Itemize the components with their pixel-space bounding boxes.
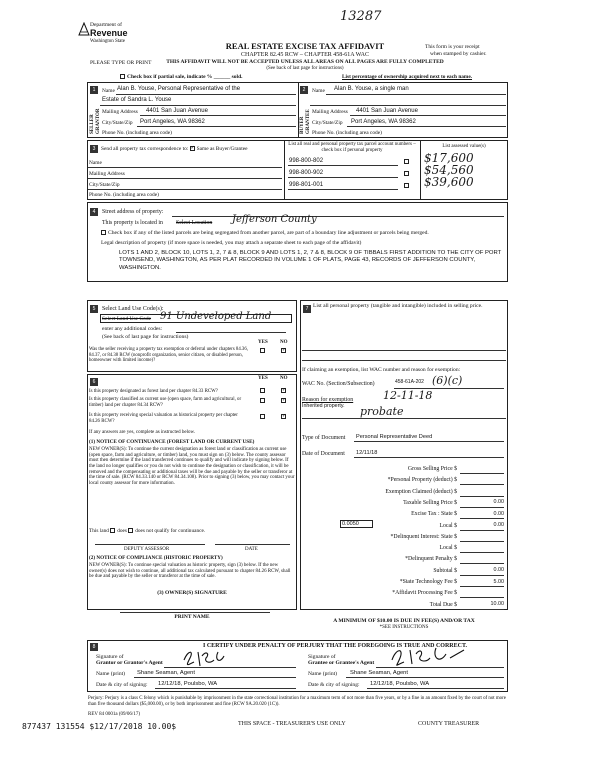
notice1-body: NEW OWNER(S): To continue the current designation as forest land or classification as current use (open space, farm and agriculture, or timber) land, you must sign on (3) below. The county assessor must then determine if the land transferred continues to qualify and will indicate by signing below. If the land no longer qualifies or you do not wish to continue the designation or classification, it will be removed and the compensating or additional taxes will be due and payable by the seller or transferor at the time of sale. (RCW 84.33.140 or RCW 84.34.108). Prior to signing (3) below, you may contact your local county assessor for more information. xyxy=(89,447,295,487)
continuance-row xyxy=(89,528,205,534)
assessed-value-2[interactable]: $54,560 xyxy=(424,163,474,177)
same-as-buyer-label: Same as Buyer/Grantee xyxy=(196,146,248,152)
fee-line-label: Exemption Claimed (deduct) $ xyxy=(385,488,457,495)
this-land-label: This land xyxy=(89,528,109,534)
fee-line-label: *Delinquent Penalty $ xyxy=(405,556,457,563)
current-use-question: Is this property classified as current use (open space, farm and agricultural, or timber) land per chapter 84.34 RCW? xyxy=(89,397,242,408)
exemption-question: Was the seller receiving a property tax exemption or deferral under chapters 84.36, 84.37, or 84.38 RCW (nonprofit organization, senior citizen, or disabled person, homeowner with limited income)? xyxy=(89,347,248,364)
if-yes-note: If any answers are yes, complete as instructed below. xyxy=(89,430,196,435)
seller-phone-label: Phone No. (including area code) xyxy=(102,130,172,136)
legal-description[interactable]: LOTS 1 AND 2, BLOCK 10, LOTS 1, 2, 7 & 8, BLOCK 9 AND LOTS 1, 2, 7 & 8, BLOCK 9 OF TIBBALS FIRST ADDITION TO THE CITY OF PORT TOWNSEND, WASHINGTON, AS PER PLAT RECORDED IN VOLUME 1 OF PLATS, PAGE 43, RECORDS OF JEFFERSON COUNTY, WASHINGTON. xyxy=(119,250,502,271)
form-chapters: CHAPTER 82.45 RCW – CHAPTER 458-61A WAC xyxy=(241,52,369,58)
seller-mailing[interactable]: 4401 San Juan Avenue xyxy=(146,108,208,114)
dept-line3: Washington State xyxy=(90,39,126,44)
see-instructions: *SEE INSTRUCTIONS xyxy=(379,625,429,630)
handwritten-number: 13287 xyxy=(340,9,382,24)
fee-line-label: Excise Tax : State $ xyxy=(411,511,457,518)
section-number-6: 6 xyxy=(90,378,98,386)
s5-yes: YES xyxy=(258,340,268,345)
grantor-date[interactable]: 12/12/18, Poulsbo, WA xyxy=(158,681,218,687)
correspondence-row xyxy=(101,146,248,152)
personal-property-label: List all personal property (tangible and intangible) included in selling price. xyxy=(313,303,483,309)
grantor-date-label: Date & city of signing: xyxy=(96,682,148,688)
notice2-body: NEW OWNER(S): To continue special valuation as historic property, sign (3) below. If the new owner(s) does not wish to continue, all additional tax calculated pursuant to chapter 84.26 RCW, shall be due and payable by the seller or transferor at the time of sale. xyxy=(89,563,291,580)
seller-side-label: SELLER GRANTOR xyxy=(90,108,101,134)
grantor-sig-label2: Grantor or Grantor's Agent xyxy=(96,660,163,666)
wac-label: WAC No. (Section/Subsection) xyxy=(302,381,375,387)
correspondence-label: Send all property tax correspondence to: xyxy=(101,146,189,152)
grantor-sig-label1: Signature of xyxy=(96,654,124,660)
buyer-name[interactable]: Alan B. Youse, a single man xyxy=(334,86,409,92)
segregated-row xyxy=(101,230,429,236)
partial-sale-row[interactable] xyxy=(120,74,243,80)
doc-type-label: Type of Document xyxy=(302,435,346,441)
dept-line1: Department of xyxy=(90,22,122,28)
reason-label: Reason for exemption xyxy=(302,397,354,403)
exemption-no-checkbox[interactable]: ✓ xyxy=(282,348,287,354)
dor-logo xyxy=(78,22,90,38)
reason-hand-date[interactable]: 12-11-18 xyxy=(383,389,433,402)
land-use-strike: Select Land Use Code xyxy=(102,316,152,322)
qualify-label: qualify for continuance. xyxy=(154,528,206,534)
grantee-name-label: Name (print) xyxy=(308,671,338,677)
same-as-buyer-checkbox[interactable]: ✓ xyxy=(190,146,195,152)
partial-sale-checkbox[interactable] xyxy=(120,74,125,79)
reason-hand-probate[interactable]: probate xyxy=(360,405,404,418)
street-label: Street address of property: xyxy=(102,209,164,215)
county-treasurer: COUNTY TREASURER xyxy=(418,721,480,727)
historic-yes-checkbox[interactable] xyxy=(260,414,265,419)
logo-icon xyxy=(78,22,90,36)
owner-signature-label: (3) OWNER(S) SIGNATURE xyxy=(157,590,227,596)
forest-no-checkbox[interactable]: ✓ xyxy=(282,388,287,394)
reason-typed[interactable]: Inherited property. xyxy=(302,403,345,409)
ownership-pct-note: List percentage of ownership acquired next to each name. xyxy=(342,74,473,80)
notice1-title: (1) NOTICE OF CONTINUANCE (FOREST LAND OR CURRENT USE) xyxy=(89,439,255,445)
grantee-name[interactable]: Shane Seaman, Agent xyxy=(350,670,409,676)
grantee-sig-label1: Signature of xyxy=(308,654,336,660)
wac-hand[interactable]: (6)(c) xyxy=(432,374,463,387)
fee-line-label: Gross Selling Price $ xyxy=(407,466,457,472)
fee-line-value[interactable]: 0.00 xyxy=(493,522,504,528)
buyer-city-label: City/State/Zip xyxy=(312,120,343,126)
parcel-1[interactable]: 998-800-802 xyxy=(289,158,324,164)
corr-mailing-label: Mailing Address xyxy=(89,171,125,177)
forest-yes-checkbox[interactable] xyxy=(260,388,265,393)
doc-date[interactable]: 12/11/18 xyxy=(356,450,378,456)
buyer-mailing-label: Mailing Address xyxy=(312,109,348,115)
grantee-date[interactable]: 12/12/18, Poulsbo, WA xyxy=(370,681,430,687)
section-number-4: 4 xyxy=(90,208,98,216)
buyer-side-label: BUYER GRANTEE xyxy=(300,109,311,134)
certify-statement: I CERTIFY UNDER PENALTY OF PERJURY THAT THE FOREGOING IS TRUE AND CORRECT. xyxy=(203,643,468,649)
current-use-yes-checkbox[interactable] xyxy=(260,398,265,403)
fee-line-label: Subtotal $ xyxy=(433,567,457,574)
receipt-note1: This form is your receipt xyxy=(425,44,480,50)
seller-mailing-label: Mailing Address xyxy=(102,109,138,115)
section-number-3: 3 xyxy=(90,145,98,153)
county-hand[interactable]: Jefferson County xyxy=(232,214,317,225)
fee-line-label: Taxable Selling Price $ xyxy=(403,499,457,506)
buyer-phone-label: Phone No. (including area code) xyxy=(312,130,382,136)
wac-typed[interactable]: 458-61A-202 xyxy=(395,379,424,385)
fee-line-label: Local $ xyxy=(439,545,457,552)
assessed-value-1[interactable]: $17,600 xyxy=(424,151,474,165)
s5-no: NO xyxy=(280,340,288,345)
parcel-1-checkbox[interactable] xyxy=(404,159,409,164)
seller-name-line2[interactable]: Estate of Sandra L. Youse xyxy=(102,97,172,103)
parcel-3[interactable]: 998-801-001 xyxy=(289,182,324,188)
section-number-7: 7 xyxy=(303,305,311,313)
does-not-label: does not xyxy=(135,528,154,534)
seller-name-label: Name xyxy=(102,88,115,94)
rev-number: REV 84 0001a (09/06/17) xyxy=(88,712,140,717)
located-label: This property is located in xyxy=(102,220,163,226)
treasurer-space: THIS SPACE - TREASURER'S USE ONLY xyxy=(238,721,346,727)
land-use-see-back: (See back of last page for instructions) xyxy=(102,334,189,340)
does-checkbox[interactable] xyxy=(110,528,115,533)
buyer-mailing[interactable]: 4401 San Juan Avenue xyxy=(356,108,418,114)
does-not-checkbox[interactable] xyxy=(128,528,133,533)
seller-city-label: City/State/Zip xyxy=(102,120,133,126)
grantee-signature[interactable] xyxy=(388,644,468,670)
please-type: PLEASE TYPE OR PRINT xyxy=(90,60,152,66)
partial-sale-label: Check box if partial sale, indicate % ______ sold. xyxy=(127,74,243,80)
fee-line-label: Local $ xyxy=(439,522,457,529)
segregated-label: Check box if any of the listed parcels are being segregated from another parcel, are part of a boundary line adjustment or parcels being merged. xyxy=(108,230,429,236)
buyer-city[interactable]: Port Angeles, WA 98362 xyxy=(351,119,416,125)
minimum-fee-note: A MINIMUM OF $10.00 IS DUE IN FEE(S) AND/OR TAX xyxy=(333,618,475,624)
fee-line-value[interactable]: 10.00 xyxy=(490,601,504,608)
grantee-signature-mark xyxy=(388,644,468,668)
dept-line2: Revenue xyxy=(90,28,128,38)
local-rate[interactable]: 0.0050 xyxy=(342,521,359,527)
deputy-date-label: DATE xyxy=(245,547,258,552)
form-warning: THIS AFFIDAVIT WILL NOT BE ACCEPTED UNLESS ALL AREAS ON ALL PAGES ARE FULLY COMPLETED xyxy=(166,59,444,65)
parcels-header: List all real and personal property tax parcel account numbers – check box if personal property xyxy=(288,142,416,153)
claiming-label: If claiming an exemption, list WAC number and reason for exemption: xyxy=(302,367,461,373)
parcel-2-checkbox[interactable] xyxy=(404,171,409,176)
fee-line-value[interactable]: 0.00 xyxy=(493,499,504,506)
grantor-signature[interactable] xyxy=(180,646,240,670)
doc-date-label: Date of Document xyxy=(302,451,345,457)
form-title: REAL ESTATE EXCISE TAX AFFIDAVIT xyxy=(225,41,385,51)
corr-phone-label: Phone No. (including area code) xyxy=(89,192,159,198)
values-header: List assessed value(s) xyxy=(442,144,486,149)
does-label: does xyxy=(117,528,127,534)
section-number-1: 1 xyxy=(90,86,98,94)
deputy-assessor-label: DEPUTY ASSESSOR xyxy=(124,547,170,552)
exemption-yes-checkbox[interactable] xyxy=(260,348,265,353)
land-use-label: Select Land Use Code(s): xyxy=(102,306,164,312)
section-number-8: 8 xyxy=(90,643,98,651)
notice2-title: (2) NOTICE OF COMPLIANCE (HISTORIC PROPERTY) xyxy=(89,555,223,561)
grantor-name-label: Name (print) xyxy=(96,671,126,677)
assessed-value-3[interactable]: $39,600 xyxy=(424,175,474,189)
land-use-code[interactable]: 91 Undeveloped Land xyxy=(160,311,272,322)
receipt-note2: when stamped by cashier. xyxy=(430,51,487,57)
parcel-2[interactable]: 998-800-902 xyxy=(289,170,324,176)
legal-label: Legal description of property (if more space is needed, you may attach a separate sheet to each page of the affidavit) xyxy=(101,240,362,246)
perjury-note: Perjury: Perjury is a class C felony which is punishable by imprisonment in the state correctional institution for a maximum term of not more than five years, or by a fine in an amount fixed by the court of not more than five thousand dollars ($5,000.00), or by both imprisonment and fine (RCW 9A.20.020 (1C)). xyxy=(88,696,506,707)
s6-no: NO xyxy=(280,376,288,381)
historic-no-checkbox[interactable]: ✓ xyxy=(282,414,287,420)
select-location[interactable]: Select Location xyxy=(176,220,213,226)
grantor-name[interactable]: Shane Seaman, Agent xyxy=(137,670,196,676)
parcel-3-checkbox[interactable] xyxy=(404,183,409,188)
forest-question: Is this property designated as forest land per chapter 84.33 RCW? xyxy=(89,389,218,394)
fee-line-label: *Affidavit Processing Fee $ xyxy=(392,590,457,597)
corr-city-label: City/State/Zip xyxy=(89,182,120,188)
fee-line-label: Total Due $ xyxy=(429,601,457,608)
fee-line-label: *Personal Property (deduct) $ xyxy=(387,477,457,484)
buyer-name-label: Name xyxy=(312,88,325,94)
grantee-sig-label2: Grantee or Grantee's Agent xyxy=(308,660,375,666)
current-use-no-checkbox[interactable]: ✓ xyxy=(282,398,287,404)
historic-question: Is this property receiving special valuation as historical property per chapter 84.26 RCW? xyxy=(89,413,238,424)
fee-line-value[interactable]: 0.00 xyxy=(493,510,504,517)
instructions-note: (See back of last page for instructions) xyxy=(266,66,344,71)
seller-name-line1[interactable]: Alan B. Youse, Personal Representative of the xyxy=(117,86,241,92)
seller-city[interactable]: Port Angeles, WA 98362 xyxy=(140,119,205,125)
fee-line-value[interactable]: 0.00 xyxy=(493,567,504,574)
fee-line-label: *Delinquent Interest: State $ xyxy=(390,533,457,540)
s6-yes: YES xyxy=(258,376,268,381)
segregated-checkbox[interactable] xyxy=(101,230,106,235)
fee-line-label: *State Technology Fee $ xyxy=(399,579,457,585)
section-number-2: 2 xyxy=(300,86,308,94)
doc-type[interactable]: Personal Representative Deed xyxy=(356,434,433,440)
grantor-signature-mark xyxy=(180,646,240,668)
additional-codes-label: enter any additional codes: xyxy=(102,326,163,332)
grantee-date-label: Date & city of signing: xyxy=(308,682,360,688)
corr-name-label: Name xyxy=(89,160,102,166)
fee-line-value[interactable]: 5.00 xyxy=(493,578,504,585)
cashier-stamp: 877437 131554 $12/17/2018 10.00$ xyxy=(22,722,177,731)
section-number-5: 5 xyxy=(90,305,98,313)
print-name-label: PRINT NAME xyxy=(174,614,210,620)
